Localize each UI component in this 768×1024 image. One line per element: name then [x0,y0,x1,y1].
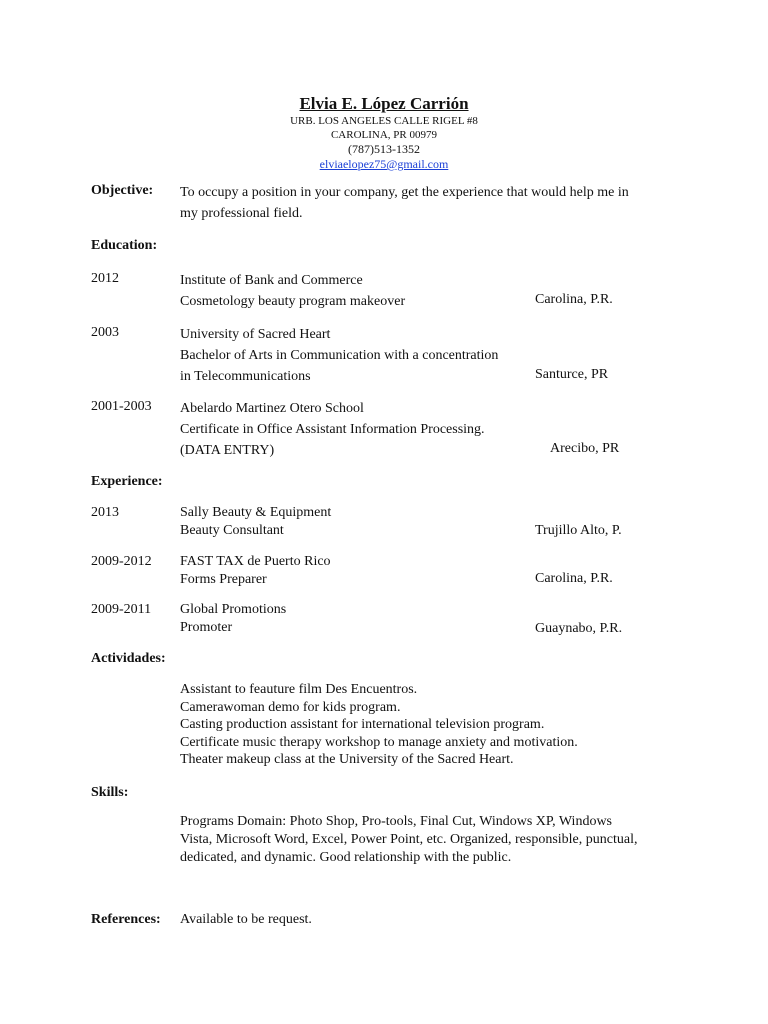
experience-entry [180,504,331,539]
experience-entry [180,553,331,588]
experience-employer: FAST TAX de Puerto Rico [180,554,331,569]
education-location: Arecibo, PR [550,441,620,456]
education-program: Certificate in Office Assistant Information Processing. [180,422,485,437]
objective-line-2: my professional field. [180,206,303,221]
education-institution: Abelardo Martinez Otero School [180,401,364,416]
experience-entry [180,601,286,636]
education-year: 2012 [91,271,119,286]
skills-line: Programs Domain: Photo Shop, Pro-tools, Final Cut, Windows XP, Windows [180,814,613,829]
education-program: Cosmetology beauty program makeover [180,294,406,309]
objective-line-1: To occupy a position in your company, get the experience that would help me in [180,185,629,200]
activity-item: Certificate music therapy workshop to manage anxiety and motivation. [180,734,578,750]
address-line-1: URB. LOS ANGELES CALLE RIGEL #8 [290,115,478,127]
experience-year: 2009-2011 [91,602,152,617]
experience-location: Guaynabo, P.R. [535,621,623,636]
education-location: Carolina, P.R. [535,292,613,307]
education-label: Education: [91,238,158,253]
skills-line: dedicated, and dynamic. Good relationship with the public. [180,850,512,865]
experience-year: 2013 [91,505,119,520]
references-text: Available to be request. [180,912,312,927]
education-program: (DATA ENTRY) [180,443,275,458]
email-link[interactable]: elviaelopez75@gmail.com [319,157,449,171]
experience-employer: Sally Beauty & Equipment [180,505,332,520]
education-entry [180,270,405,312]
education-program: Bachelor of Arts in Communication with a concentration [180,348,499,363]
activity-item: Assistant to feauture film Des Encuentros. [180,682,418,697]
education-year: 2001-2003 [91,399,152,414]
experience-role: Promoter [180,619,233,635]
resume-header [0,94,768,172]
skills-text [180,813,637,867]
activity-item: Camerawoman demo for kids program. [180,699,401,715]
activities-label: Actividades: [91,651,166,666]
experience-employer: Global Promotions [180,602,287,617]
education-program: in Telecommunications [180,369,311,384]
experience-location: Trujillo Alto, P. [535,523,622,538]
experience-role: Beauty Consultant [180,522,284,538]
candidate-name: Elvia E. López Carrión [299,94,469,113]
skills-line: Vista, Microsoft Word, Excel, Power Point, etc. Organized, responsible, punctual, [180,832,638,847]
education-year: 2003 [91,325,119,340]
experience-label: Experience: [91,474,163,489]
objective-text [180,182,629,224]
skills-label: Skills: [91,785,129,800]
experience-location: Carolina, P.R. [535,571,613,586]
experience-role: Forms Preparer [180,571,267,587]
education-institution: University of Sacred Heart [180,327,331,342]
activity-item: Theater makeup class at the University of the Sacred Heart. [180,752,514,767]
references-label: References: [91,912,161,927]
experience-year: 2009-2012 [91,554,152,569]
education-institution: Institute of Bank and Commerce [180,273,363,288]
education-entry [180,324,498,387]
phone-number: (787)513-1352 [348,142,420,156]
address-line-2: CAROLINA, PR 00979 [330,129,438,141]
education-location: Santurce, PR [535,367,609,382]
education-entry [180,398,485,461]
objective-label: Objective: [91,183,154,198]
activities-list [180,681,578,769]
activity-item: Casting production assistant for international television program. [180,717,545,732]
